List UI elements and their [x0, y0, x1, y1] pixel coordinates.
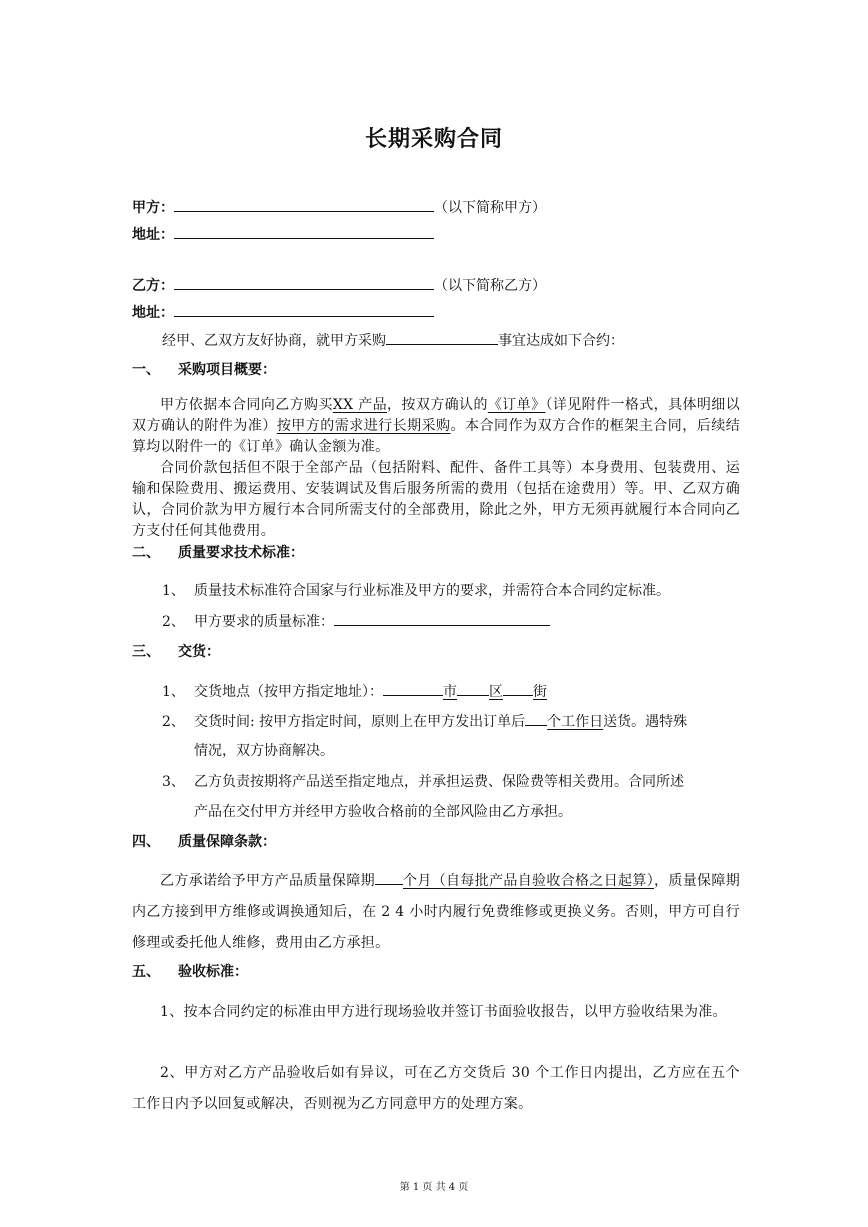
section-5-title: 验收标准： [178, 964, 248, 980]
party-a-row [132, 196, 546, 217]
section-3-item-2: 2、 交货时间: 按甲方指定时间，原则上在甲方发出订单后 个工作日送货。遇特殊 [162, 710, 687, 731]
section-3-item-1: 1、 交货地点（按甲方指定地址）： 市 区 街 [162, 680, 547, 701]
section-5-number: 五、 [132, 964, 160, 980]
section-5-item-1: 1、按本合同约定的标准由甲方进行现场验收并签订书面验收报告，以甲方验收结果为准。 [160, 1004, 727, 1020]
party-a-blank [174, 196, 434, 212]
party-b-note: （以下简称乙方） [434, 278, 546, 294]
party-a-address-row [132, 223, 434, 244]
party-a-label: 甲方： [132, 200, 174, 216]
section-1-paragraph-2: 合同价款包括但不限于全部产品（包括附料、配件、备件工具等）本身费用、包装费用、运输和保险费用、搬运费用、安装调试及售后服务所需的费用（包括在途费用）等。甲、乙双方确认，合同价款为甲方履行本合同所需支付的全部费用，除此之外，甲方无须再就履行本合同向乙方支付任何其他费用。 [132, 460, 740, 539]
section-3-item-3-cont: 产品在交付甲方并经甲方验收合格前的全部风险由乙方承担。 [194, 804, 572, 820]
intro-after: 事宜达成如下合约： [498, 333, 624, 349]
section-2-item-2: 2、 甲方要求的质量标准： [162, 610, 550, 631]
page-title: 长期采购合同 [364, 126, 503, 152]
section-1-heading [132, 359, 276, 379]
section-4-title: 质量保障条款： [178, 834, 276, 850]
party-b-blank [174, 274, 434, 290]
section-2-number: 二、 [132, 545, 160, 561]
section-3-title: 交货： [178, 644, 220, 660]
party-b-row [132, 274, 546, 295]
intro-blank [386, 329, 498, 345]
section-3-heading [132, 641, 220, 661]
section-4-paragraph: 乙方承诺给予甲方产品质量保障期 个月（自每批产品自验收合格之日起算），质量保障期内乙方接到甲方维修或调换通知后，在 2 4 小时内履行免费维修或更换义务。否则，甲方可自行修理或委托他人维修，费用由乙方承担。 [132, 866, 740, 959]
section-5-item-2: 2、甲方对乙方产品验收后如有异议，可在乙方交货后 30 个工作日内提出，乙方应在五个工作日内予以回复或解决，否则视为乙方同意甲方的处理方案。 [132, 1065, 740, 1112]
party-b-address-row [132, 301, 434, 322]
section-5-heading [132, 961, 248, 981]
section-2-title: 质量要求技术标准： [178, 545, 304, 561]
party-a-address-label: 地址： [132, 227, 174, 243]
section-2-item-1: 1、 质量技术标准符合国家与行业标准及甲方的要求，并需符合本合同约定标准。 [162, 583, 670, 599]
section-3-number: 三、 [132, 644, 160, 660]
section-2-heading [132, 542, 304, 562]
quality-standard-blank [334, 610, 550, 626]
section-3-item-3: 3、 乙方负责按期将产品送至指定地点，并承担运费、保险费等相关费用。合同所述 [162, 774, 684, 790]
party-a-note: （以下简称甲方） [434, 200, 546, 216]
section-1-title: 采购项目概要： [178, 362, 276, 378]
intro-line [162, 329, 624, 350]
page-footer: 第 1 页 共 4 页 [399, 1182, 469, 1193]
section-4-heading [132, 831, 276, 851]
section-1-number: 一、 [132, 362, 160, 378]
section-3-item-2-cont: 情况，双方协商解决。 [194, 743, 334, 759]
party-a-address-blank [174, 223, 434, 239]
intro-before: 经甲、乙双方友好协商，就甲方采购 [162, 333, 386, 349]
section-4-number: 四、 [132, 834, 160, 850]
party-b-label: 乙方： [132, 278, 174, 294]
party-b-address-blank [174, 301, 434, 317]
section-1-paragraph-1: 甲方依据本合同向乙方购买XX 产品，按双方确认的《订单》（详见附件一格式，具体明细以双方确认的附件为准）按甲方的需求进行长期采购。本合同作为双方合作的框架主合同，后续结算均以附件一的《订单》确认金额为准。 [132, 397, 741, 455]
party-b-address-label: 地址： [132, 305, 174, 321]
